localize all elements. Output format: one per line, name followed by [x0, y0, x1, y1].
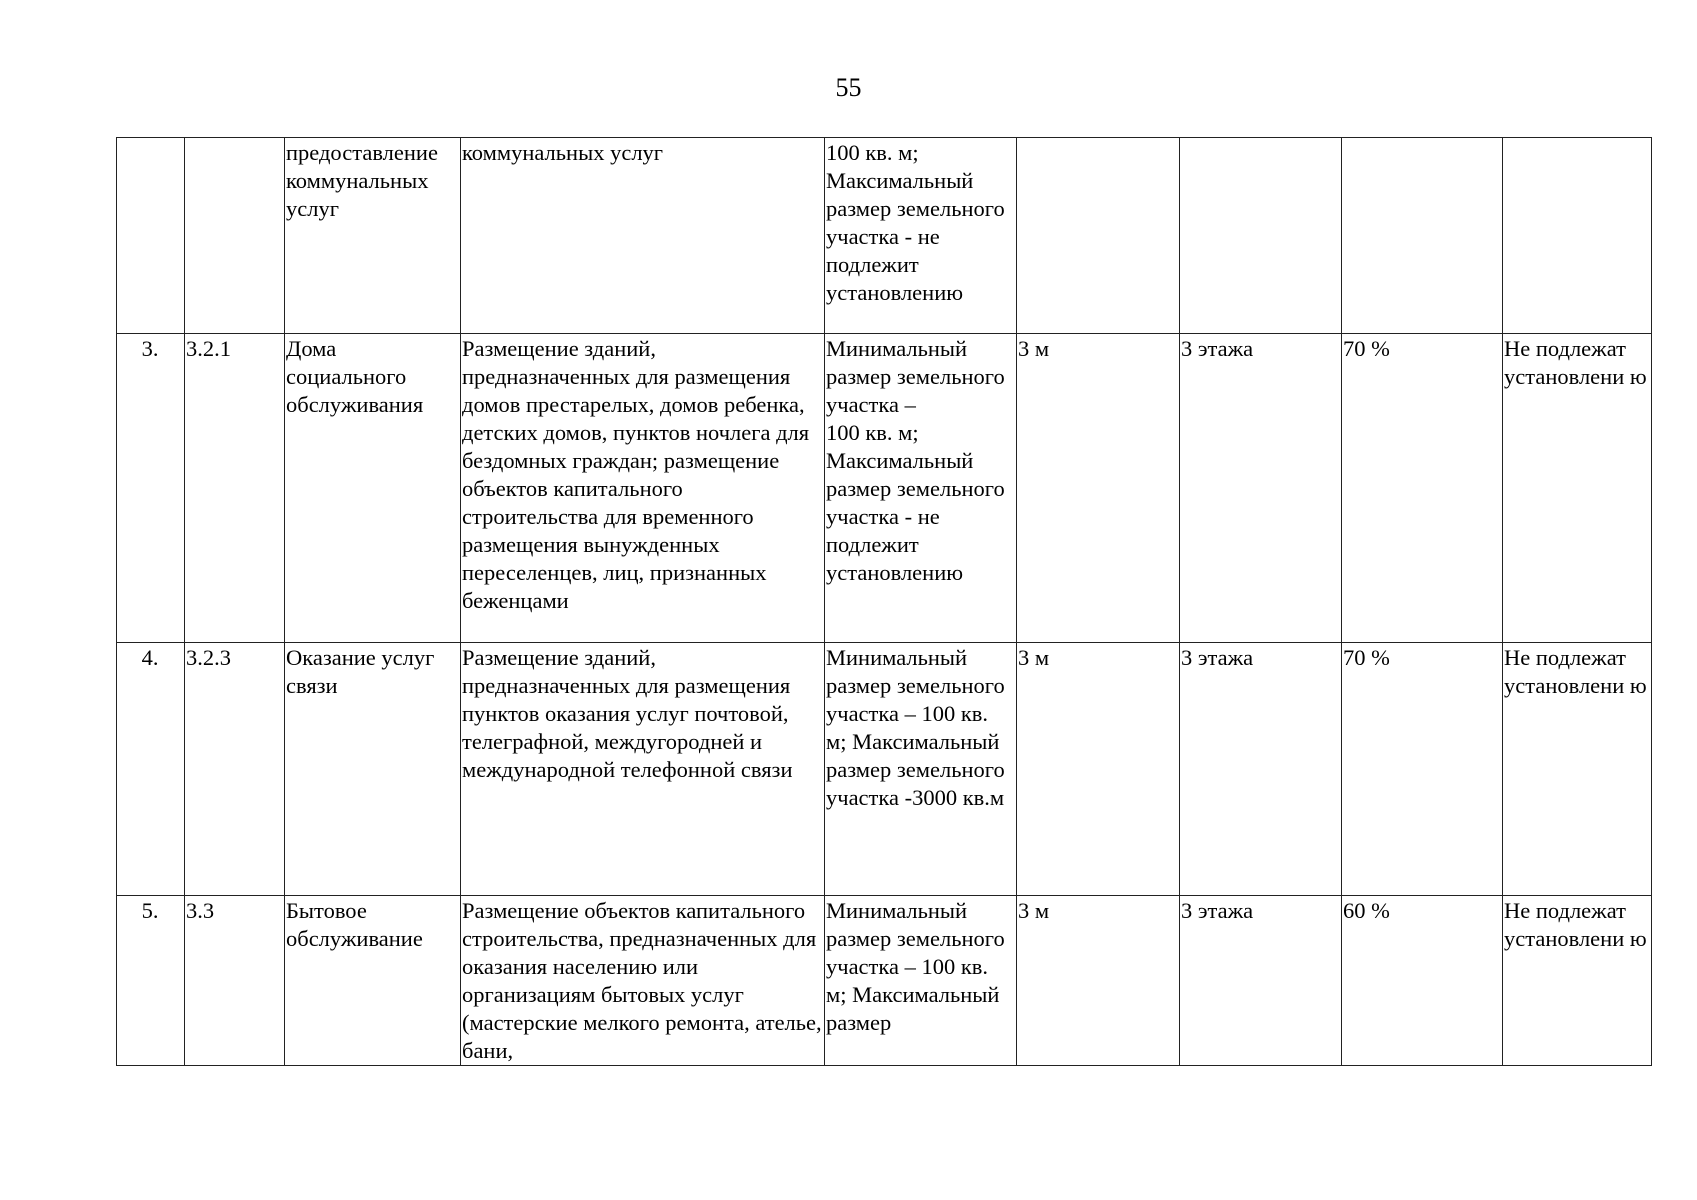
row-number-cell: 3.	[117, 334, 185, 643]
restrictions-cell: Не подлежат установлени ю	[1503, 334, 1652, 643]
restrictions-cell	[1503, 138, 1652, 334]
description-cell: Размещение зданий, предназначенных для размещения пунктов оказания услуг почтовой, телеграфной, междугородней и международной телефонной связи	[461, 643, 825, 896]
floors-cell: 3 этажа	[1180, 643, 1342, 896]
restrictions-cell: Не подлежат установлени ю	[1503, 896, 1652, 1066]
plot-size-cell: Минимальный размер земельного участка – 100 кв. м; Максимальный размер	[825, 896, 1017, 1066]
coverage-cell: 60 %	[1342, 896, 1503, 1066]
description-cell: Размещение объектов капитального строительства, предназначенных для оказания населению или организациям бытовых услуг (мастерские мелкого ремонта, ателье, бани,	[461, 896, 825, 1066]
plot-size-cell: 100 кв. м; Максимальный размер земельного участка - не подлежит установлению	[825, 138, 1017, 334]
description-cell: Размещение зданий, предназначенных для размещения домов престарелых, домов ребенка, детских домов, пунктов ночлега для бездомных граждан; размещение объектов капитального строительства для временного размещения вынужденных переселенцев, лиц, признанных беженцами	[461, 334, 825, 643]
restrictions-cell: Не подлежат установлени ю	[1503, 643, 1652, 896]
plot-size-cell: Минимальный размер земельного участка – 100 кв. м; Максимальный размер земельного участка - не подлежит установлению	[825, 334, 1017, 643]
name-cell: Оказание услуг связи	[285, 643, 461, 896]
code-cell	[185, 138, 285, 334]
setback-cell: 3 м	[1017, 334, 1180, 643]
code-cell: 3.2.3	[185, 643, 285, 896]
zoning-table	[116, 137, 1652, 1066]
setback-cell: 3 м	[1017, 896, 1180, 1066]
table-row	[117, 138, 1652, 334]
code-cell: 3.3	[185, 896, 285, 1066]
row-number-cell: 5.	[117, 896, 185, 1066]
name-cell: Бытовое обслуживание	[285, 896, 461, 1066]
row-number-cell	[117, 138, 185, 334]
plot-size-cell: Минимальный размер земельного участка – 100 кв. м; Максимальный размер земельного участка -3000 кв.м	[825, 643, 1017, 896]
code-cell: 3.2.1	[185, 334, 285, 643]
coverage-cell: 70 %	[1342, 334, 1503, 643]
setback-cell	[1017, 138, 1180, 334]
coverage-cell	[1342, 138, 1503, 334]
description-cell: коммунальных услуг	[461, 138, 825, 334]
name-cell: предоставление коммунальных услуг	[285, 138, 461, 334]
table-row	[117, 896, 1652, 1066]
row-number-cell: 4.	[117, 643, 185, 896]
setback-cell: 3 м	[1017, 643, 1180, 896]
floors-cell: 3 этажа	[1180, 896, 1342, 1066]
page-number: 55	[835, 73, 862, 102]
table-row	[117, 643, 1652, 896]
floors-cell	[1180, 138, 1342, 334]
table-row	[117, 334, 1652, 643]
floors-cell: 3 этажа	[1180, 334, 1342, 643]
name-cell: Дома социального обслуживания	[285, 334, 461, 643]
coverage-cell: 70 %	[1342, 643, 1503, 896]
